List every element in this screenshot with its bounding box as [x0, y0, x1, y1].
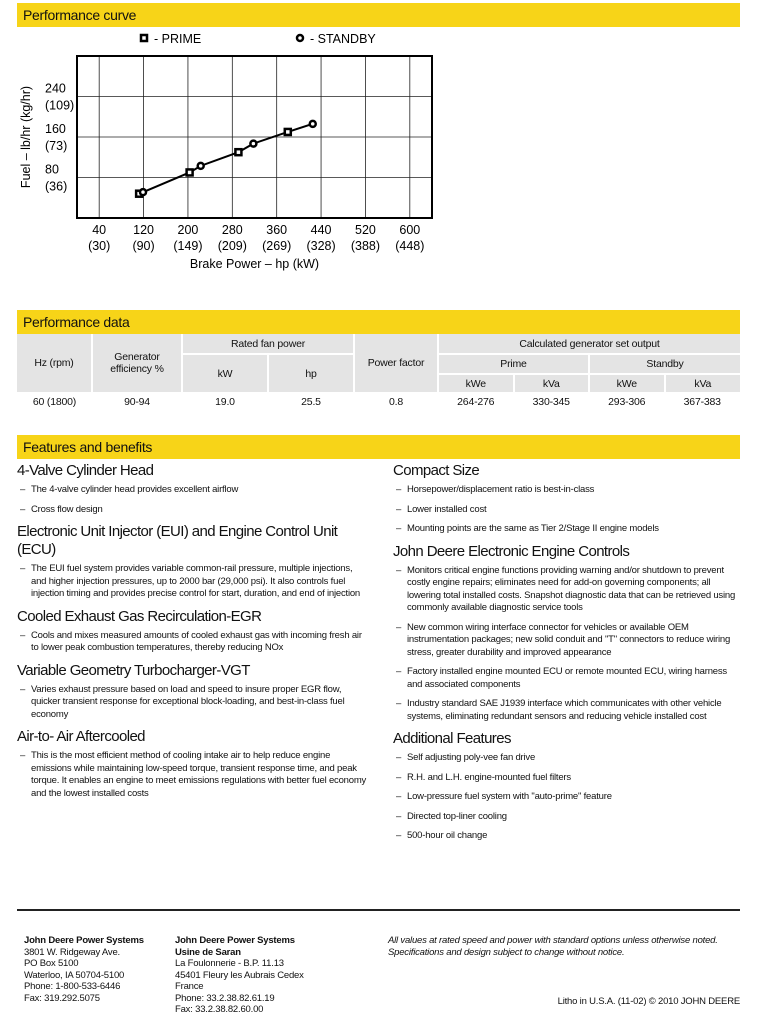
feature-item: – 500-hour oil change: [393, 830, 743, 843]
performance-curve-chart: [17, 28, 437, 278]
standby-data-point: [310, 121, 316, 127]
feature-item: – Factory installed engine mounted ECU or remote mounted ECU, wiring harness and associated components: [393, 666, 743, 691]
y-tick-label: (73): [45, 139, 68, 153]
features-right-column: [393, 462, 743, 850]
feature-item: – New common wiring interface connector for vehicles or available OEM instrumentation packages; new solid conduit and "T" connectors to reduce wiring stress, greater durability and improved appearance: [393, 622, 743, 660]
address-line: 3801 W. Ridgeway Ave.: [24, 946, 120, 958]
feature-list: [17, 630, 367, 655]
address-line: John Deere Power Systems: [24, 935, 144, 946]
legend-label-standby: - STANDBY: [310, 32, 376, 46]
feature-list: [17, 484, 367, 516]
address-france: [175, 935, 304, 1016]
feature-heading: Additional Features: [393, 730, 511, 747]
table-cell: 367-383: [683, 396, 721, 408]
address-line: Phone: 1-800-533-6446: [24, 981, 121, 992]
feature-item: – R.H. and L.H. engine-mounted fuel filters: [393, 772, 743, 785]
feature-item: – Cools and mixes measured amounts of cooled exhaust gas with incoming fresh air to lower peak combustion temperatures, thereby reducing NOx: [17, 630, 367, 655]
feature-list: [393, 484, 743, 536]
disclaimer-line: All values at rated speed and power with standard options unless otherwise noted.: [388, 935, 718, 946]
section-title: Performance curve: [23, 7, 137, 23]
x-tick-label: (209): [217, 239, 247, 253]
prime-data-point: [285, 129, 291, 135]
col-header-calc-output: Calculated generator set output: [438, 334, 740, 354]
feature-item: – The 4-valve cylinder head provides excellent airflow: [17, 484, 367, 497]
y-axis-title: Fuel – lb/hr (kg/hr): [19, 85, 33, 189]
table-cell: 264-276: [457, 396, 495, 408]
x-tick-label: (388): [350, 239, 381, 253]
footer-divider: [17, 909, 740, 911]
feature-list: [393, 565, 743, 724]
address-line: France: [175, 981, 204, 992]
section-title: Features and benefits: [23, 439, 153, 455]
table-cell: 19.0: [215, 396, 235, 408]
feature-item: – This is the most efficient method of cooling intake air to help reduce engine emissions while maintaining low-speed torque, transient response time, and peak torque. It enables an engine to meet emissions regulations with better fuel economy and the lowest installed costs: [17, 750, 367, 800]
standby-data-point: [140, 189, 146, 195]
table-cell: 330-345: [532, 396, 570, 408]
x-tick-label: 280: [221, 223, 243, 237]
standby-data-point: [198, 163, 204, 169]
table-cell: 25.5: [301, 396, 321, 408]
prime-data-point: [187, 169, 193, 175]
x-tick-label: 440: [310, 223, 332, 237]
litho-copyright: Litho in U.S.A. (11-02) © 2010 JOHN DEERE: [557, 996, 740, 1007]
col-header-hp: hp: [268, 354, 354, 392]
x-tick-label: (30): [88, 239, 111, 253]
feature-item: – Self adjusting poly-vee fan drive: [393, 752, 743, 765]
table-cell: 0.8: [389, 396, 403, 408]
address-us: [24, 935, 144, 1004]
address-line: Usine de Saran: [175, 946, 241, 958]
feature-item: – Cross flow design: [17, 504, 367, 517]
feature-item: – The EUI fuel system provides variable common-rail pressure, multiple injections, and higher injection pressures, up to 2000 bar (29,000 psi). It also controls fuel injection timing and provides precise control for start, duration, and end of injection: [17, 563, 367, 601]
y-tick-label: 80: [45, 162, 59, 177]
x-tick-label: 520: [355, 223, 376, 237]
feature-list: [393, 752, 743, 843]
section-header-features: [17, 435, 740, 459]
col-header-standby-kwe: kWe: [589, 374, 665, 392]
feature-heading: Electronic Unit Injector (EUI) and Engine Control Unit (ECU): [17, 523, 338, 558]
address-line: Phone: 33.2.38.82.61.19: [175, 992, 275, 1004]
disclaimer-line: Specifications and design subject to change without notice.: [388, 946, 625, 958]
legend-label-prime: - PRIME: [154, 32, 202, 46]
feature-list: [17, 684, 367, 722]
feature-item: – Directed top-liner cooling: [393, 811, 743, 824]
feature-heading: Cooled Exhaust Gas Recirculation-EGR: [17, 607, 262, 625]
feature-list: [17, 563, 367, 601]
x-tick-label: 600: [399, 223, 421, 237]
x-tick-label: (328): [306, 239, 336, 253]
col-header-rated-fan: Rated fan power: [182, 334, 354, 354]
address-line: 45401 Fleury les Aubrais Cedex: [175, 969, 304, 981]
table-cell: 60 (1800): [32, 396, 77, 408]
address-line: John Deere Power Systems: [175, 935, 295, 946]
x-tick-label: (269): [262, 239, 292, 253]
x-tick-label: (448): [395, 239, 425, 253]
feature-item: – Industry standard SAE J1939 interface which communicates with other vehicle systems, eliminating redundant sensors and reducing vehicle installed cost: [393, 698, 743, 723]
col-header-power-factor: Power factor: [354, 334, 438, 392]
features-left-column: [17, 462, 367, 807]
feature-item: – Lower installed cost: [393, 504, 743, 517]
col-header-standby-kva: kVa: [665, 374, 741, 392]
feature-heading: John Deere Electronic Engine Controls: [393, 542, 630, 560]
table-cell: 90-94: [124, 396, 150, 408]
feature-heading: 4-Valve Cylinder Head: [17, 462, 154, 479]
y-tick-label: 160: [45, 122, 66, 136]
table-row: [17, 392, 740, 412]
feature-heading: Air-to- Air Aftercooled: [17, 728, 145, 745]
col-header-standby: Standby: [589, 354, 740, 374]
address-line: Waterloo, IA 50704-5100: [24, 969, 125, 981]
legend-square-marker: [141, 35, 147, 41]
y-tick-label: 240: [45, 81, 66, 96]
x-axis-title: Brake Power – hp (kW): [189, 257, 320, 271]
address-line: Fax: 33.2.38.82.60.00: [175, 1004, 264, 1015]
x-tick-label: 200: [177, 223, 199, 237]
address-line: Fax: 319.292.5075: [24, 992, 100, 1004]
x-tick-label: 40: [92, 223, 107, 237]
feature-item: – Varies exhaust pressure based on load and speed to insure proper EGR flow, quicker transient response for exceptional block-loading, and best-in-class fuel economy: [17, 684, 367, 722]
section-header-performance-data: [17, 310, 740, 334]
x-tick-label: (149): [173, 239, 203, 253]
section-title: Performance data: [23, 314, 130, 330]
x-tick-label: (90): [132, 239, 155, 253]
col-header-prime-kva: kVa: [514, 374, 590, 392]
section-header-performance-curve: [17, 3, 740, 27]
standby-data-point: [250, 141, 256, 147]
col-header-prime: Prime: [438, 354, 589, 374]
col-header-prime-kwe: kWe: [438, 374, 514, 392]
legend-circle-marker: [297, 35, 303, 41]
feature-item: – Low-pressure fuel system with "auto-prime" feature: [393, 791, 743, 804]
performance-data-table: [17, 334, 740, 412]
col-header-gen-eff: Generator efficiency %: [92, 334, 182, 392]
address-line: La Foulonnerie - B.P. 11.13: [175, 958, 284, 969]
feature-item: – Monitors critical engine functions providing warning and/or shutdown to prevent costly engine repairs; eliminates need for add-on governing components; all lowering total installed costs. Snapshot diagnostic data that can be retrieved using commonly available diagnostic service tools: [393, 565, 743, 615]
y-tick-label: (36): [45, 179, 68, 194]
table-cell: 293-306: [608, 396, 646, 408]
x-tick-label: 120: [133, 223, 154, 237]
feature-item: – Mounting points are the same as Tier 2/Stage II engine models: [393, 523, 743, 536]
feature-item: – Horsepower/displacement ratio is best-in-class: [393, 484, 743, 497]
address-line: PO Box 5100: [24, 958, 79, 969]
col-header-hz: Hz (rpm): [34, 357, 74, 369]
col-header-kw: kW: [182, 354, 268, 392]
disclaimer: [388, 935, 718, 958]
feature-list: [17, 750, 367, 800]
prime-data-point: [235, 149, 241, 155]
feature-heading: Compact Size: [393, 462, 480, 479]
x-tick-label: 360: [266, 223, 288, 237]
y-tick-label: (109): [45, 98, 75, 113]
feature-heading: Variable Geometry Turbocharger-VGT: [17, 661, 250, 679]
